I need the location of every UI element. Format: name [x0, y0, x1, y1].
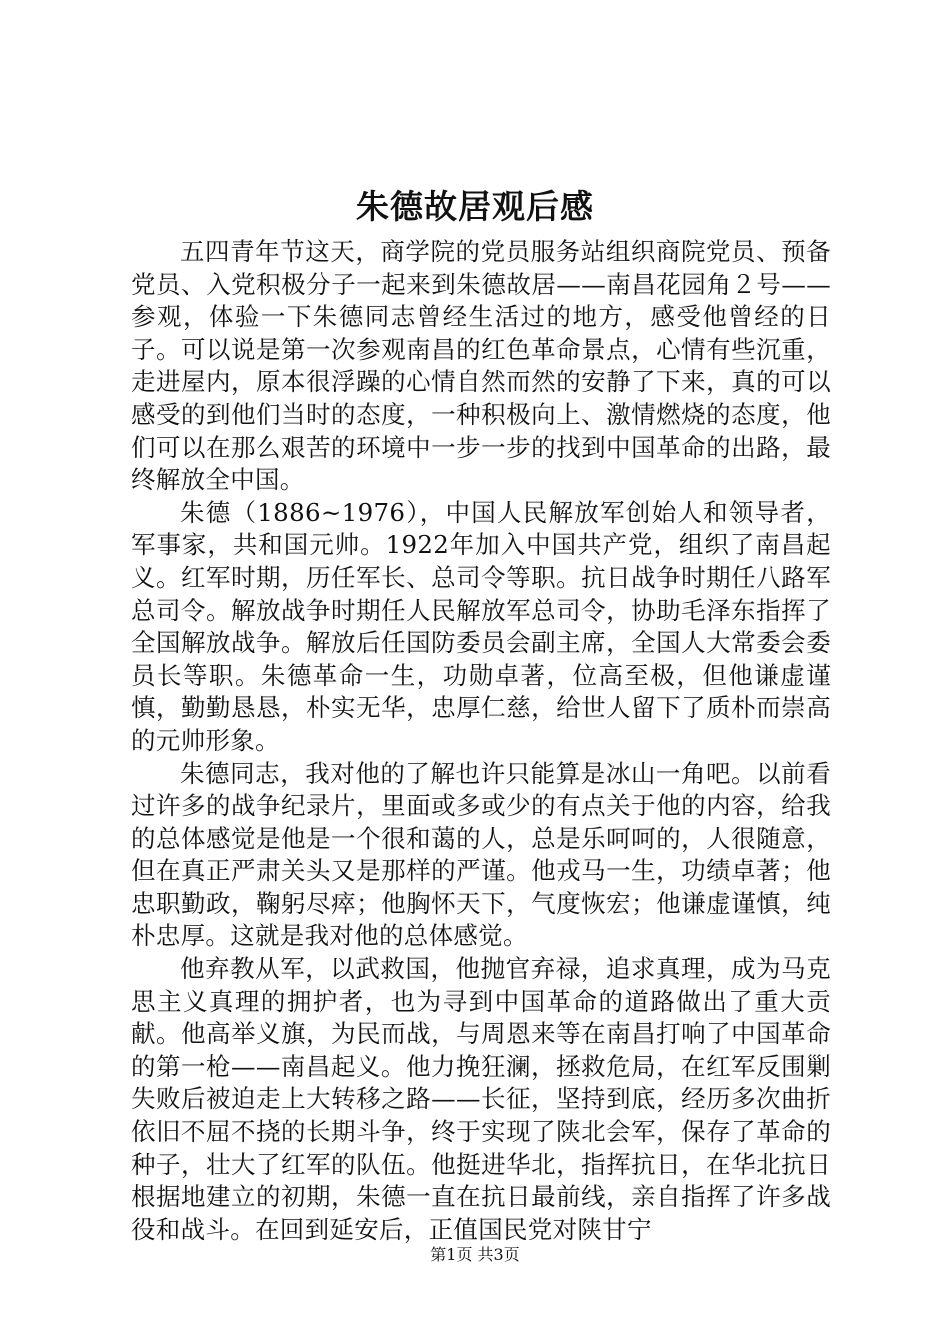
paragraph-2: 朱德（1886~1976），中国人民解放军创始人和领导者，军事家，共和国元帅。1922年加入中国共产党，组织了南昌起义。红军时期，历任军长、总司令等职。抗日战争时期任八路军总司令。解放战争时期任人民解放军总司令，协助毛泽东指挥了全国解放战争。解放后任国防委员会副主席，全国人大常委会委员长等职。朱德革命一生，功勋卓著，位高至极，但他谦虚谨慎，勤勤恳恳，朴实无华，忠厚仁慈，给世人留下了质朴而崇高的元帅形象。	[131, 497, 831, 755]
document-title: 朱德故居观后感	[356, 187, 594, 226]
paragraph-4: 他弃教从军，以武救国，他抛官弃禄，追求真理，成为马克思主义真理的拥护者，也为寻到中国革命的道路做出了重大贡献。他高举义旗，为民而战，与周恩来等在南昌打响了中国革命的第一枪——南昌起义。他力挽狂澜，拯救危局，在红军反围剿失败后被迫走上大转移之路——长征，坚持到底，经历多次曲折依旧不屈不挠的长期斗争，终于实现了陕北会军，保存了革命的种子，壮大了红军的队伍。他挺进华北，指挥抗日，在华北抗日根据地建立的初期，朱德一直在抗日最前线，亲自指挥了许多战役和战斗。在回到延安后，正值国民党对陕甘宁	[131, 954, 831, 1244]
page-footer: 第1页 共3页	[430, 1245, 520, 1264]
paragraph-1: 五四青年节这天，商学院的党员服务站组织商院党员、预备党员、入党积极分子一起来到朱德故居——南昌花园角２号——参观，体验一下朱德同志曾经生活过的地方，感受他曾经的日子。可以说是第一次参观南昌的红色革命景点，心情有些沉重，走进屋内，原本很浮躁的心情自然而然的安静了下来，真的可以感受的到他们当时的态度，一种积极向上、激情燃烧的态度，他们可以在那么艰苦的环境中一步一步的找到中国革命的出路，最终解放全中国。	[131, 237, 831, 495]
document-body	[131, 236, 831, 1246]
paragraph-3: 朱德同志，我对他的了解也许只能算是冰山一角吧。以前看过许多的战争纪录片，里面或多或少的有点关于他的内容，给我的总体感觉是他是一个很和蔼的人，总是乐呵呵的，人很随意，但在真正严肃关头又是那样的严谨。他戎马一生，功绩卓著；他忠职勤政，鞠躬尽瘁；他胸怀天下，气度恢宏；他谦虚谨慎，纯朴忠厚。这就是我对他的总体感觉。	[131, 758, 831, 951]
